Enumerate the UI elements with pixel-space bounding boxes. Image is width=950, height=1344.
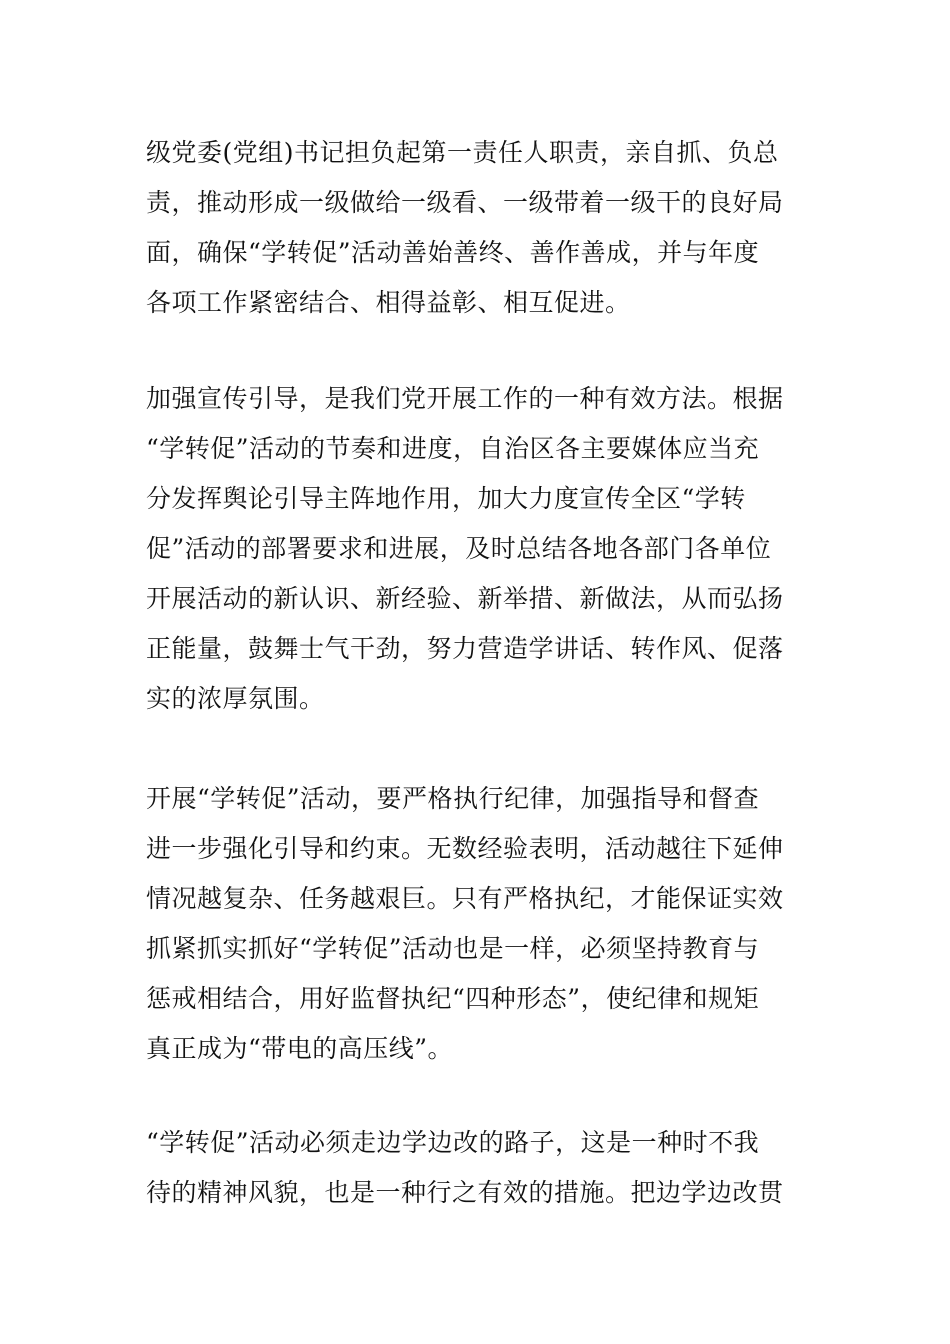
text-line: 惩戒相结合，用好监督执纪“四种形态”，使纪律和规矩 (146, 984, 760, 1013)
text-line: 各项工作紧密结合、相得益彰、相互促进。 (146, 288, 631, 317)
paragraph-1 (146, 128, 816, 328)
paragraph-2 (146, 374, 816, 724)
text-line: 真正成为“带电的高压线”。 (146, 1034, 454, 1063)
text-line: 情况越复杂、任务越艰巨。只有严格执纪，才能保证实效 (146, 884, 784, 913)
paragraph-4 (146, 1118, 816, 1218)
text-line: 促”活动的部署要求和进展，及时总结各地各部门各单位 (146, 534, 772, 563)
text-line: 抓紧抓实抓好“学转促”活动也是一样，必须坚持教育与 (146, 934, 760, 963)
text-line: 开展“学转促”活动，要严格执行纪律，加强指导和督查 (146, 784, 760, 813)
text-line: 级党委(党组)书记担负起第一责任人职责，亲自抓、负总 (146, 138, 779, 167)
text-line: 面，确保“学转促”活动善始善终、善作善成，并与年度 (146, 238, 760, 267)
text-line: 实的浓厚氛围。 (146, 684, 325, 713)
text-line: 开展活动的新认识、新经验、新举措、新做法，从而弘扬 (146, 584, 784, 613)
text-line: 进一步强化引导和约束。无数经验表明，活动越往下延伸 (146, 834, 784, 863)
text-line: 责，推动形成一级做给一级看、一级带着一级干的良好局 (146, 188, 784, 217)
text-line: 分发挥舆论引导主阵地作用，加大力度宣传全区“学转 (146, 484, 746, 513)
text-line: 待的精神风貌，也是一种行之有效的措施。把边学边改贯 (146, 1178, 784, 1207)
text-line: “学转促”活动的节奏和进度，自治区各主要媒体应当充 (146, 434, 760, 463)
text-line: “学转促”活动必须走边学边改的路子，这是一种时不我 (146, 1128, 760, 1157)
text-line: 加强宣传引导，是我们党开展工作的一种有效方法。根据 (146, 384, 784, 413)
text-line: 正能量，鼓舞士气干劲，努力营造学讲话、转作风、促落 (146, 634, 784, 663)
paragraph-3 (146, 774, 816, 1074)
